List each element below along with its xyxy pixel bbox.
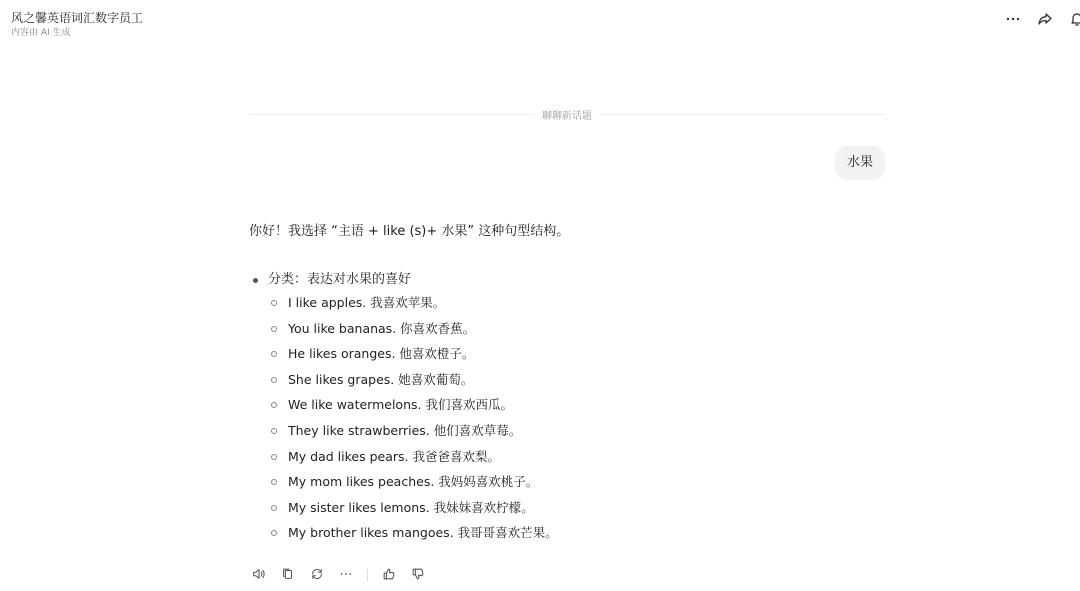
list-item: She likes grapes. 她喜欢葡萄。 bbox=[249, 367, 889, 393]
list-item: My mom likes peaches. 我妈妈喜欢桃子。 bbox=[249, 469, 889, 495]
regenerate-button[interactable] bbox=[309, 567, 325, 583]
read-aloud-button[interactable] bbox=[251, 567, 267, 583]
bell-icon bbox=[1069, 11, 1080, 31]
new-topic-divider bbox=[249, 106, 885, 122]
header-actions bbox=[1004, 12, 1080, 30]
list-item: I like apples. 我喜欢苹果。 bbox=[249, 290, 889, 316]
more-horizontal-icon bbox=[1005, 11, 1021, 31]
ai-disclaimer: 内容由 AI 生成 bbox=[11, 28, 71, 38]
thumbs-down-icon bbox=[411, 566, 425, 585]
share-arrow-icon bbox=[1037, 11, 1053, 31]
notification-button[interactable] bbox=[1068, 12, 1080, 30]
like-button[interactable] bbox=[381, 567, 397, 583]
list-item: They like strawberries. 他们喜欢草莓。 bbox=[249, 418, 889, 444]
copy-button[interactable] bbox=[280, 567, 296, 583]
assistant-reply bbox=[249, 222, 889, 546]
more-horizontal-icon bbox=[339, 566, 353, 585]
reply-action-bar bbox=[251, 567, 426, 583]
reply-intro: 你好！我选择 “主语 + like (s)+ 水果” 这种句型结构。 bbox=[249, 224, 570, 239]
list-item: My brother likes mangoes. 我哥哥喜欢芒果。 bbox=[249, 520, 889, 546]
dislike-button[interactable] bbox=[410, 567, 426, 583]
chat-header bbox=[11, 10, 143, 39]
refresh-icon bbox=[310, 566, 324, 585]
reply-category: 分类：表达对水果的喜好 bbox=[249, 270, 889, 290]
list-item: We like watermelons. 我们喜欢西瓜。 bbox=[249, 392, 889, 418]
more-options-button[interactable] bbox=[1004, 12, 1022, 30]
thumbs-up-icon bbox=[382, 566, 396, 585]
list-item: He likes oranges. 他喜欢橙子。 bbox=[249, 341, 889, 367]
list-item: You like bananas. 你喜欢香蕉。 bbox=[249, 316, 889, 342]
share-button[interactable] bbox=[1036, 12, 1054, 30]
user-message-bubble: 水果 bbox=[835, 146, 885, 180]
divider-line-left bbox=[249, 114, 534, 115]
new-topic-link[interactable]: 聊聊新话题 bbox=[542, 110, 592, 122]
action-separator bbox=[367, 569, 368, 581]
list-item: My sister likes lemons. 我妹妹喜欢柠檬。 bbox=[249, 495, 889, 521]
list-item: My dad likes pears. 我爸爸喜欢梨。 bbox=[249, 444, 889, 470]
page-title: 风之馨英语词汇数字员工 bbox=[11, 11, 144, 25]
divider-line-right bbox=[600, 114, 885, 115]
more-actions-button[interactable] bbox=[338, 567, 354, 583]
speaker-icon bbox=[252, 566, 266, 585]
copy-icon bbox=[281, 566, 295, 585]
sentence-list bbox=[249, 290, 889, 546]
